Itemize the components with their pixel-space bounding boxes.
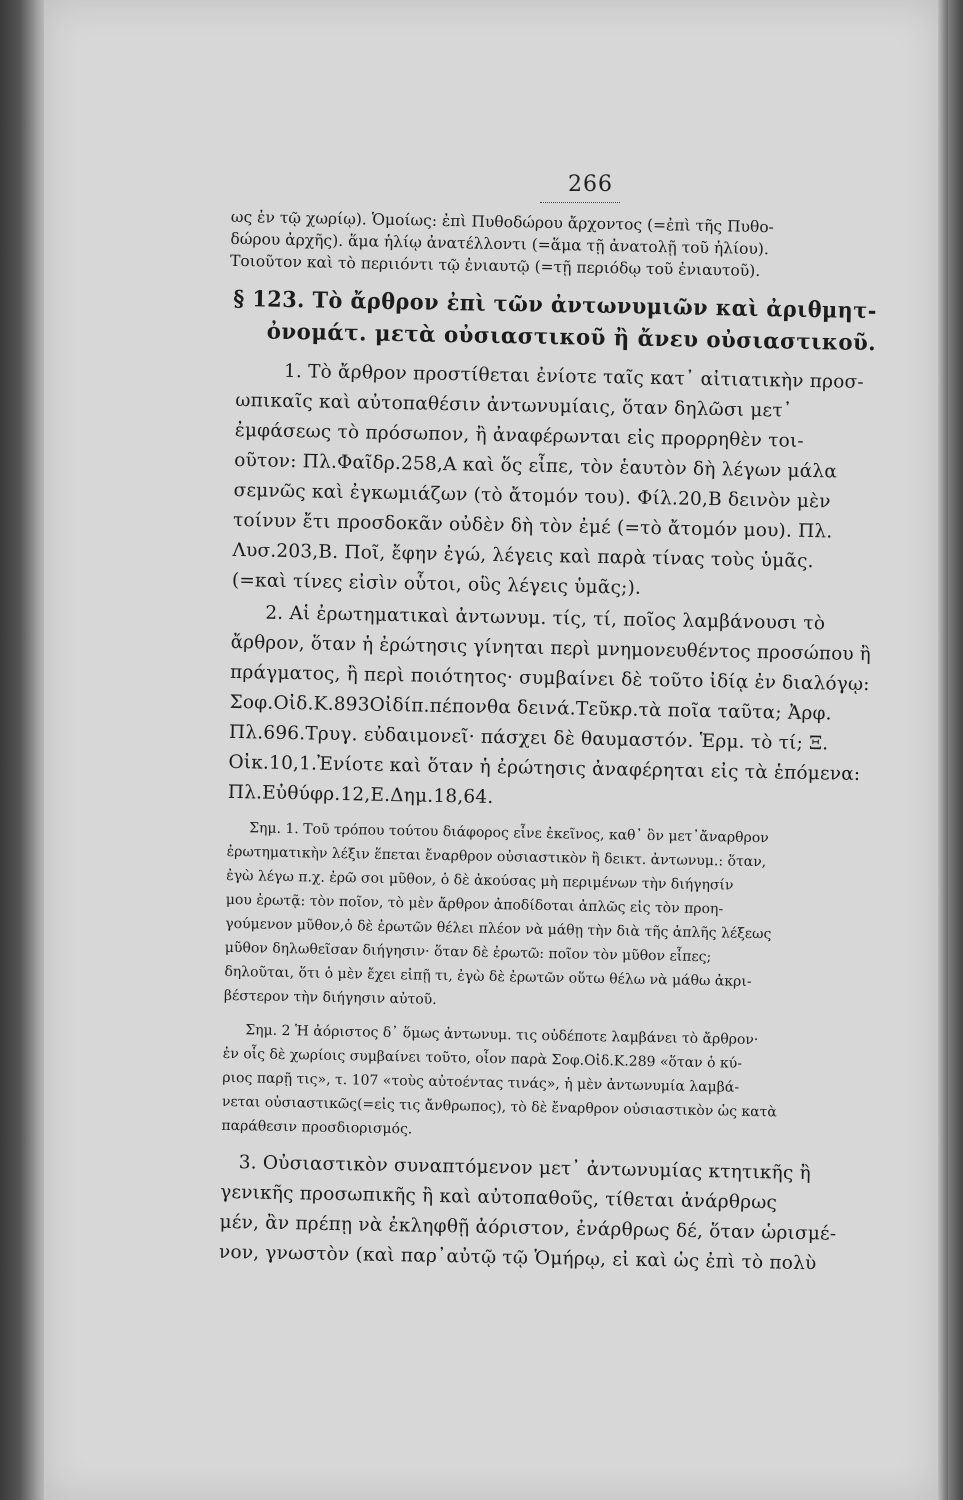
note-line: ἐν οἷς δὲ χωρίοις συμβαίνει τοῦτο, οἷον παρὰ Σοφ.Οἰδ.Κ.289 «ὅταν ὁ κύ- [222,1045,743,1072]
paragraph-line: Οἰκ.10,1.Ἐνίοτε καὶ ὅταν ἡ ἐρώτησις ἀναφέρηται εἰς τὰ ἑπόμενα: [228,751,861,786]
note-line: μου ἐρωτᾷ: τὸν ποῖον, τὸ μὲν ἄρθρον ἀποδίδοται ἁπλῶς εἰς τὸν προη- [225,891,724,918]
note-line: Σημ. 2 Ἡ ἀόριστος δ᾽ ὅμως ἀντωνυμ. τις οὐδέποτε λαμβάνει τὸ ἄρθρον· [245,1022,759,1049]
note-line: βέστερον τὴν διήγησιν αὐτοῦ. [223,987,437,1008]
paragraph-line: Λυσ.203,Β. Ποῖ, ἔφην ἐγώ, λέγεις καὶ παρὰ τίνας τοὺς ὑμᾶς. [232,539,814,573]
paragraph-line: Σοφ.Οἰδ.Κ.893Οἰδίπ.πέπονθα δεινά.Τεῦκρ.τὰ ποῖα ταῦτα; Ἀρφ. [229,691,832,725]
paragraph-line: ωπικαῖς καὶ αὐτοπαθέσιν ἀντωνυμίαις, ὅταν δηλῶσι μετ᾽ [235,389,793,422]
top-line: δώρου ἀρχῆς). ἅμα ἡλίῳ ἀνατέλλοντι (=ἅμα τῇ ἀνατολῇ τοῦ ἡλίου). [230,229,770,259]
paragraph-line: γενικῆς προσωπικῆς ἢ καὶ αὐτοπαθοῦς, τίθεται ἀνάρθρως [219,1181,778,1214]
page-number: 266 [568,172,613,197]
note-line: δηλοῦται, ὅτι ὁ μὲν ἔχει εἰπῇ τι, ἐγὼ δὲ ἐρωτῶν οὕτω θέλω νὰ μάθω ἀκρι- [224,963,752,990]
note-line: γούμενον μῦθον,ὁ δὲ ἐρωτῶν θέλει πλέον νὰ μάθῃ τὴν διὰ τῆς ἁπλῆς λέξεως [225,915,772,943]
paragraph-line: νον, γνωστὸν (καὶ παρ᾽αὐτῷ τῷ Ὁμήρῳ, εἰ καὶ ὡς ἐπὶ τὸ πολὺ [218,1241,817,1275]
paragraph-line: Πλ.Εὐθύφρ.12,Ε.Δημ.18,64. [227,781,494,808]
paragraph-line: (=καὶ τίνες εἰσὶν οὗτοι, οὓς λέγεις ὑμᾶς;). [231,569,642,599]
top-line: ως ἐν τῷ χωρίῳ). Ὁμοίως: ἐπὶ Πυθοδώρου ἄρχοντος (=ἐπὶ τῆς Πυθο- [230,207,775,237]
note-line: νεται οὐσιαστικῶς(=εἰς τις ἄνθρωπος), τὸ δὲ ἔναρθρον οὐσιαστικὸν ὡς κατὰ [221,1093,777,1121]
page-edge [938,0,948,1500]
note-line: μῦθον δηλωθεῖσαν διήγησιν· ὅταν δὲ ἐρωτῶ: ποῖον τὸν μῦθον εἶπες; [224,939,712,966]
note-line: ἐγὼ λέγω π.χ. ἐρῶ σοι μῦθον, ὁ δὲ ἀκούσας μὴ περιμένων τὴν διήγησίν [226,867,734,894]
paragraph-line: 2. Αἱ ἐρωτηματικαὶ ἀντωνυμ. τίς, τί, ποῖος λαμβάνουσι τὸ [265,602,826,635]
top-line: Τοιοῦτον καὶ τὸ περιιόντι τῷ ἐνιαυτῷ (=τῇ περιόδῳ τοῦ ἐνιαυτοῦ). [229,251,761,281]
paragraph-line: 1. Τὸ ἄρθρον προστίθεται ἐνίοτε ταῖς κατ᾽ αἰτιατικὴν προσ- [283,360,865,394]
section-heading: ὀνομάτ. μετὰ οὐσιαστικοῦ ἢ ἄνευ οὐσιαστικοῦ. [266,318,877,357]
note-line: ριος παρῇ τις», τ. 107 «τοὺς αὐτοέντας τινάς», ἡ μὲν ἀντωνυμία λαμβά- [222,1069,740,1096]
paragraph-line: μέν, ἂν πρέπῃ νὰ ἐκληφθῇ ἀόριστον, ἐνάρθρως δέ, ὅταν ὡρισμέ- [219,1211,837,1245]
note-line: ἐρωτηματικὴν λέξιν ἕπεται ἔναρθρον οὐσιαστικὸν ἢ δεικτ. ἀντωνυμ.: ὅταν, [226,843,767,871]
paragraph-line: ἄρθρον, ὅταν ἡ ἐρώτησις γίνηται περὶ μνημονευθέντος προσώπου ἢ [230,631,872,666]
section-heading: § 123. Τὸ ἄρθρον ἐπὶ τῶν ἀντωνυμιῶν καὶ ἀριθμητ- [233,285,878,325]
paragraph-line: πράγματος, ἢ περὶ ποιότητος· συμβαίνει δὲ τοῦτο ἰδίᾳ ἐν διαλόγῳ: [229,661,870,696]
paragraph-line: 3. Οὐσιαστικὸν συναπτόμενον μετ᾽ ἀντωνυμίας κτητικῆς ἢ [238,1152,812,1185]
paragraph-line: οῦτον: Πλ.Φαῖδρ.258,Α καὶ ὅς εἶπε, τὸν ἑαυτὸν δὴ λέγων μάλα [234,449,838,483]
note-line: παράθεσιν προσδιορισμός. [221,1117,413,1138]
note-line: Σημ. 1. Τοῦ τρόπου τούτου διάφορος εἶνε ἐκεῖνος, καθ᾽ ὃν μετ᾽ἄναρθρον [249,820,769,847]
paragraph-line: ἐμφάσεως τὸ πρόσωπον, ἢ ἀναφέρωνται εἰς προρρηθὲν τοι- [234,419,805,452]
paragraph-line: σεμνῶς καὶ ἐγκωμιάζων (τὸ ἄτομόν του). Φίλ.20,Β δεινὸν μὲν [233,479,831,513]
paragraph-line: Πλ.696.Τρυγ. εὐδαιμονεῖ· πάσχει δὲ θαυμαστόν. Ἑρμ. τὸ τί; Ξ. [228,721,829,755]
paragraph-line: τοίνυν ἔτι προσδοκᾶν οὐδὲν δὴ τὸν ἐμέ (=τὸ ἄτομόν μου). Πλ. [232,509,833,543]
page-number-rule [540,202,620,203]
